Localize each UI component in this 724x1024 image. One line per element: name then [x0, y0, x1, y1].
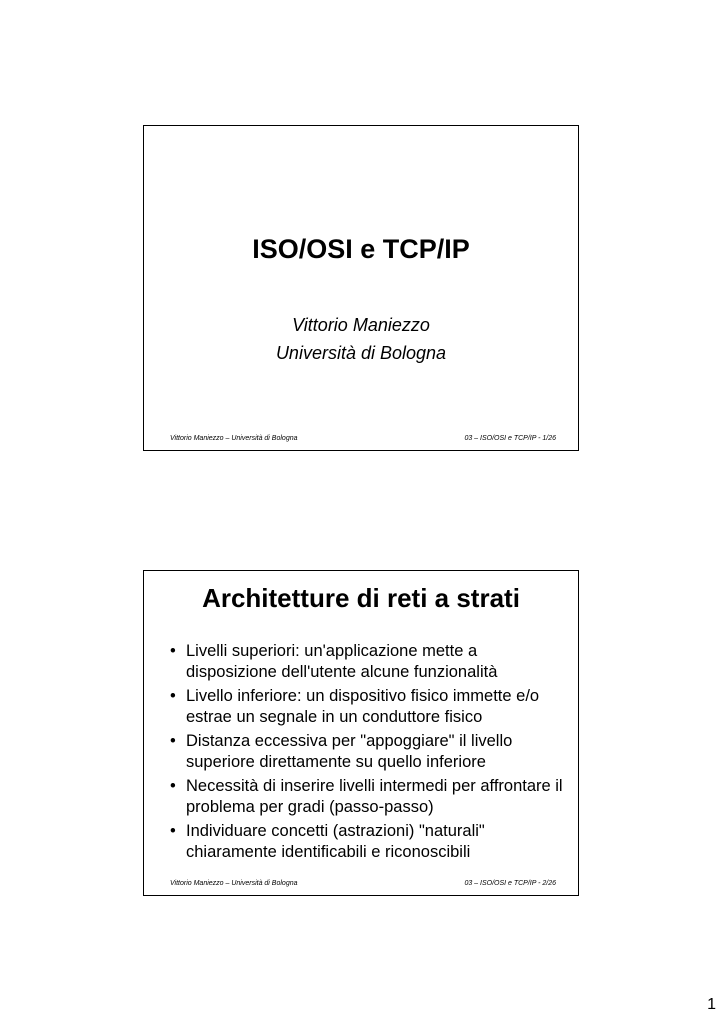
slide-1-footer-left: Vittorio Maniezzo – Università di Bologna	[170, 435, 298, 442]
slide-1-footer-right: 03 – ISO/OSI e TCP/IP - 1/26	[464, 435, 556, 442]
slide-2-title: Architetture di reti a strati	[202, 583, 520, 613]
slide-1-author: Vittorio Maniezzo	[292, 315, 430, 335]
bullet-text: Distanza eccessiva per "appoggiare" il livello superiore direttamente su quello inferiore	[186, 732, 513, 771]
bullet-icon: •	[170, 642, 176, 660]
bullet-text: Necessità di inserire livelli intermedi per affrontare il problema per gradi (passo-passo)	[186, 777, 563, 816]
bullet-item	[170, 776, 564, 818]
bullet-icon: •	[170, 687, 176, 705]
bullet-item	[170, 821, 564, 863]
bullet-icon: •	[170, 822, 176, 840]
page-number: 1	[707, 996, 716, 1013]
slide-2-bullet-list	[170, 641, 564, 866]
slide-1-title: ISO/OSI e TCP/IP	[252, 234, 470, 264]
slide-2-footer-left: Vittorio Maniezzo – Università di Bologna	[170, 880, 298, 887]
slide-1	[143, 125, 579, 451]
bullet-icon: •	[170, 732, 176, 750]
bullet-text: Livello inferiore: un dispositivo fisico immette e/o estrae un segnale in un conduttore fisico	[186, 687, 540, 726]
slide-1-affiliation: Università di Bologna	[275, 343, 447, 363]
slide-2-footer-right: 03 – ISO/OSI e TCP/IP - 2/26	[464, 880, 556, 887]
bullet-text: Individuare concetti (astrazioni) "naturali" chiaramente identificabili e riconoscibili	[186, 822, 485, 861]
bullet-item	[170, 731, 564, 773]
bullet-icon: •	[170, 777, 176, 795]
bullet-item	[170, 641, 564, 683]
bullet-text: Livelli superiori: un'applicazione mette a disposizione dell'utente alcune funzionalità	[186, 642, 498, 681]
bullet-item	[170, 686, 564, 728]
slide-2	[143, 570, 579, 896]
